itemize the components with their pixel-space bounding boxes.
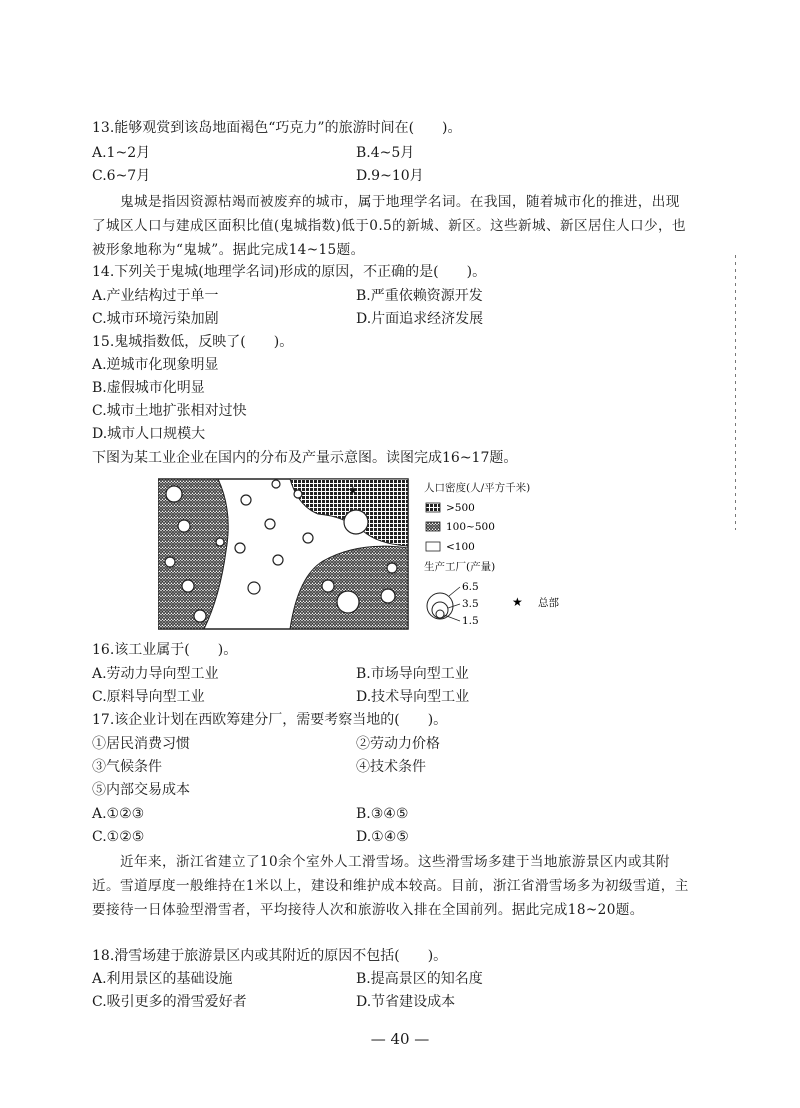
factory-marker bbox=[166, 486, 182, 502]
q18-stem: 18.滑雪场建于旅游景区内或其附近的原因不包括( )。 bbox=[92, 948, 448, 964]
factory-marker bbox=[344, 510, 368, 534]
q15-option-b: B.虚假城市化明显 bbox=[92, 380, 205, 396]
q18-option-d: D.节省建设成本 bbox=[356, 994, 456, 1010]
q15-option-c: C.城市土地扩张相对过快 bbox=[92, 403, 247, 419]
legend-swatch-high bbox=[426, 503, 440, 512]
q16-option-c: C.原料导向型工业 bbox=[92, 689, 205, 705]
q16-option-a: A.劳动力导向型工业 bbox=[92, 666, 219, 682]
q14-option-b: B.严重依赖资源开发 bbox=[356, 288, 483, 304]
q13-option-c: C.6~7月 bbox=[92, 168, 151, 184]
legend-density-low: <100 bbox=[446, 541, 475, 553]
q18-option-c: C.吸引更多的滑雪爱好者 bbox=[92, 994, 247, 1010]
factory-marker bbox=[273, 555, 283, 565]
q17-option-c: C.①②⑤ bbox=[92, 829, 145, 845]
passage-ghost-city: 鬼城是指因资源枯竭而被废弃的城市，属于地理学名词。在我国，随着城市化的推进，出现了城区人口与建成区面积比值(鬼城指数)低于0.5的新城、新区。这些新城、新区居住人口少，也被形象地称为“鬼城”。据此完成14~15题。 bbox=[92, 194, 686, 258]
legend-hq-label: 总部 bbox=[538, 597, 559, 609]
legend-swatch-medium bbox=[426, 522, 440, 531]
factory-marker bbox=[381, 589, 395, 603]
q17-item-4: ④技术条件 bbox=[356, 759, 426, 775]
legend-size-large: 6.5 bbox=[462, 581, 479, 593]
page-number: — 40 — bbox=[370, 1030, 430, 1048]
factory-marker bbox=[165, 557, 175, 567]
q15-stem: 15.鬼城指数低，反映了( )。 bbox=[92, 334, 294, 350]
passage-map-intro: 下图为某工业企业在国内的分布及产量示意图。读图完成16~17题。 bbox=[92, 450, 518, 466]
factory-marker bbox=[216, 538, 224, 546]
industry-distribution-map bbox=[158, 476, 578, 636]
factory-marker bbox=[182, 580, 194, 592]
factory-marker bbox=[272, 480, 280, 488]
q17-option-d: D.①④⑤ bbox=[356, 829, 409, 845]
factory-marker bbox=[294, 490, 302, 498]
q16-option-b: B.市场导向型工业 bbox=[356, 666, 469, 682]
legend-density-title: 人口密度(人/平方千米) bbox=[424, 482, 531, 494]
headquarters-star-icon: ★ bbox=[348, 484, 358, 497]
legend-swatch-low bbox=[426, 542, 440, 551]
factory-marker bbox=[248, 582, 260, 594]
factory-marker bbox=[265, 519, 275, 529]
q17-stem: 17.该企业计划在西欧筹建分厂，需要考察当地的( )。 bbox=[92, 712, 448, 728]
passage-ski-resort: 近年来，浙江省建立了10余个室外人工滑雪场。这些滑雪场多建于当地旅游景区内或其附近。雪道厚度一般维持在1米以上，建设和维护成本较高。目前，浙江省滑雪场多为初级雪道，主要接待一日体验型滑雪者，平均接待人次和旅游收入排在全国前列。据此完成18~20题。 bbox=[92, 854, 689, 918]
legend-size-medium: 3.5 bbox=[462, 598, 479, 610]
legend-size-small: 1.5 bbox=[462, 615, 479, 627]
q14-stem: 14.下列关于鬼城(地理学名词)形成的原因，不正确的是( )。 bbox=[92, 264, 487, 280]
q17-item-2: ②劳动力价格 bbox=[356, 736, 440, 752]
q17-item-3: ③气候条件 bbox=[92, 759, 162, 775]
legend-star-icon: ★ bbox=[512, 595, 523, 609]
q13-option-b: B.4~5月 bbox=[356, 145, 415, 161]
factory-marker bbox=[241, 495, 251, 505]
q14-option-d: D.片面追求经济发展 bbox=[356, 311, 484, 327]
q14-option-c: C.城市环境污染加剧 bbox=[92, 311, 219, 327]
factory-marker bbox=[235, 543, 245, 553]
q17-option-a: A.①②③ bbox=[92, 806, 145, 822]
factory-marker bbox=[387, 563, 397, 573]
q17-item-1: ①居民消费习惯 bbox=[92, 736, 190, 752]
factory-marker bbox=[194, 610, 206, 622]
legend-factory-title: 生产工厂(产量) bbox=[424, 561, 496, 573]
q18-option-b: B.提高景区的知名度 bbox=[356, 971, 483, 987]
factory-marker bbox=[303, 533, 313, 543]
q16-option-d: D.技术导向型工业 bbox=[356, 689, 470, 705]
q13-option-d: D.9~10月 bbox=[356, 168, 424, 184]
factory-marker bbox=[337, 591, 359, 613]
q17-option-b: B.③④⑤ bbox=[356, 806, 409, 822]
legend-circle-small bbox=[436, 610, 444, 618]
q16-stem: 16.该工业属于( )。 bbox=[92, 642, 238, 658]
legend-density-high: >500 bbox=[446, 502, 475, 514]
binding-margin-line bbox=[735, 255, 736, 530]
legend-density-medium: 100~500 bbox=[446, 521, 495, 533]
factory-marker bbox=[178, 520, 190, 532]
factory-marker bbox=[322, 580, 334, 592]
q15-option-d: D.城市人口规模大 bbox=[92, 426, 206, 442]
q15-option-a: A.逆城市化现象明显 bbox=[92, 357, 219, 373]
q18-option-a: A.利用景区的基础设施 bbox=[92, 971, 233, 987]
q13-option-a: A.1~2月 bbox=[92, 145, 151, 161]
q17-item-5: ⑤内部交易成本 bbox=[92, 782, 190, 798]
q13-stem: 13.能够观赏到该岛地面褐色“巧克力”的旅游时间在( )。 bbox=[92, 120, 462, 136]
q14-option-a: A.产业结构过于单一 bbox=[92, 288, 219, 304]
